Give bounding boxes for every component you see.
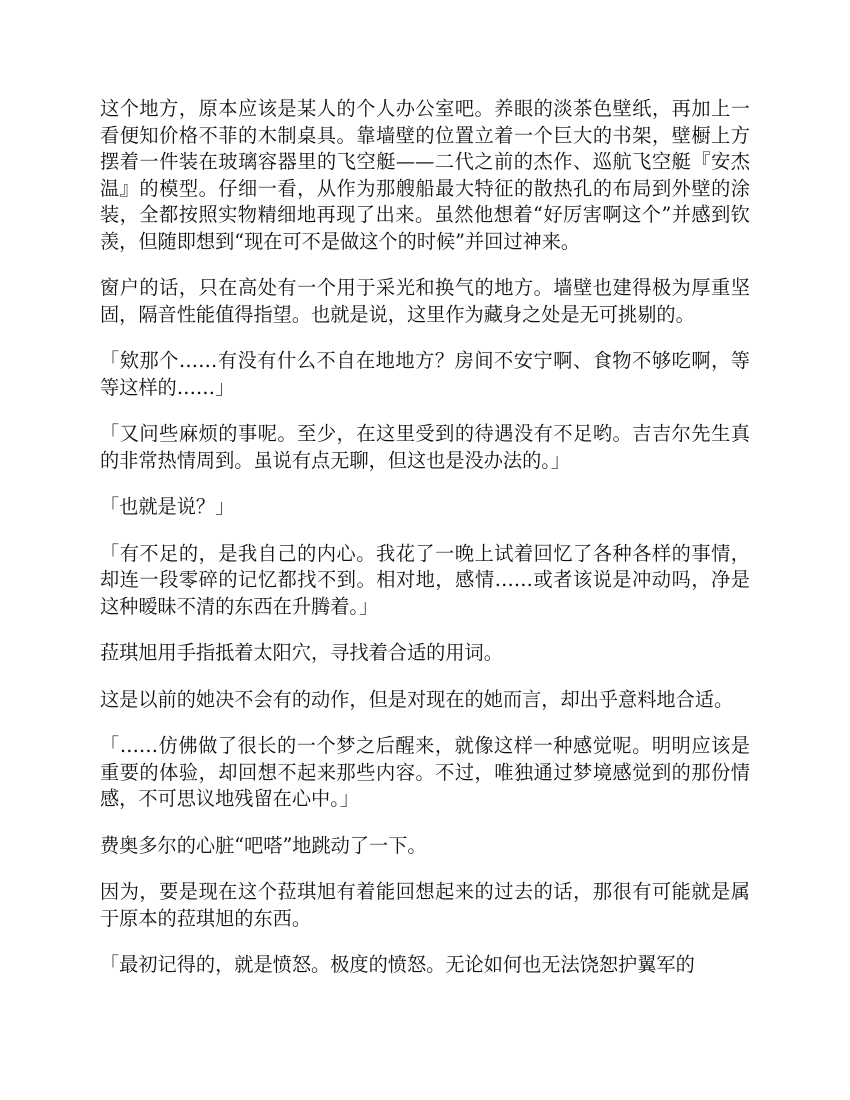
paragraph-heartbeat: 费奥多尔的心脏“吧嗒”地跳动了一下。 [100, 833, 427, 857]
dialogue-line-inner-heart: 「有不足的，是我自己的内心。我花了一晚上试着回忆了各种各样的事情，却连一段零碎的记忆都找不到。相对地，感情……或者该说是冲动吗，净是这种暧昧不清的东西在升腾着。」 [100, 541, 750, 618]
paragraph-office-description: 这个地方，原本应该是某人的个人办公室吧。养眼的淡茶色壁纸，再加上一看便知价格不菲的木制桌具。靠墙壁的位置立着一个巨大的书架，壁橱上方摆着一件装在玻璃容器里的飞空艇——二代之前的杰作、巡航飞空艇『安杰温』的模型。仔细一看，从作为那艘船最大特征的散热孔的布局到外壁的涂装，全都按照实物精细地再现了出来。虽然他想着“好厉害啊这个”并感到钦羡，但随即想到“现在可不是做这个的时候”并回过神来。 [100, 97, 750, 253]
paragraph-original-past: 因为，要是现在这个菈琪旭有着能回想起来的过去的话，那很有可能就是属于原本的菈琪旭的东西。 [100, 880, 750, 930]
dialogue-line-question: 「欸那个……有没有什么不自在地地方？房间不安宁啊、食物不够吃啊，等等这样的……」 [100, 349, 750, 399]
dialogue-line-dream: 「……仿佛做了很长的一个梦之后醒来，就像这样一种感觉呢。明明应该是重要的体验，却回想不起来那些内容。不过，唯独通过梦境感觉到的那份情感，不可思议地残留在心中。」 [100, 734, 750, 810]
paragraph-window-walls: 窗户的话，只在高处有一个用于采光和换气的地方。墙壁也建得极为厚重坚固，隔音性能值得指望。也就是说，这里作为藏身之处是无可挑剔的。 [100, 276, 750, 326]
dialogue-line-meaning: 「也就是说？」 [100, 495, 235, 518]
document-page [100, 96, 750, 999]
paragraph-temple-gesture: 菈琪旭用手指抵着太阳穴，寻找着合适的用词。 [100, 641, 503, 664]
paragraph-unexpected-fit: 这是以前的她决不会有的动作，但是对现在的她而言，却出乎意料地合适。 [100, 687, 734, 711]
dialogue-line-anger: 「最初记得的，就是愤怒。极度的愤怒。无论如何也无法饶恕护翼军的 [100, 953, 695, 976]
dialogue-line-treatment: 「又问些麻烦的事呢。至少，在这里受到的待遇没有不足哟。吉吉尔先生真的非常热情周到。虽说有点无聊，但这也是没办法的。」 [100, 422, 750, 472]
